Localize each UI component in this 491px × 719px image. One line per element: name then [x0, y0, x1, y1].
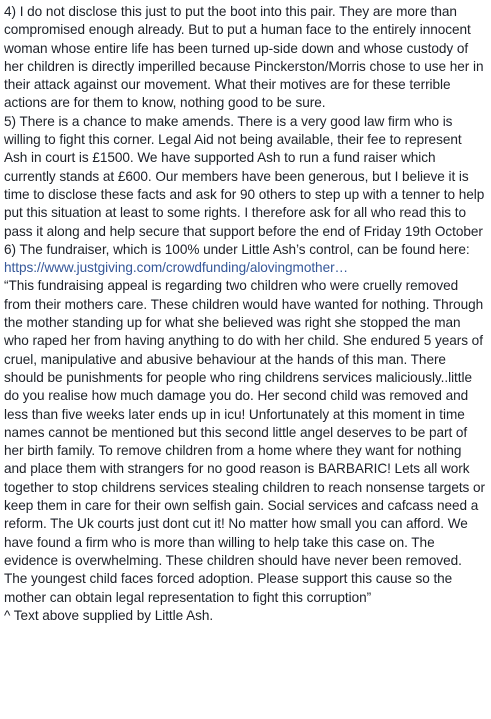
paragraph-6: 6) The fundraiser, which is 100% under Little Ash’s control, can be found here:: [4, 241, 470, 257]
paragraph-5: 5) There is a chance to make amends. There is a very good law firm who is willing to fight this corner. Legal Aid not being available, their fee to represent Ash in court is £1500. We have supported Ash to run a fund raiser which currently stands at £600. Our members have been generous, but I believe it is time to disclose these facts and ask for 90 others to step up with a tenner to help put this situation at least to some rights. I therefore ask for all who read this to pass it along and help secure that support before the end of Friday 19th October: [4, 113, 485, 239]
fundraiser-link[interactable]: https://www.justgiving.com/crowdfunding/alovingmother…: [4, 260, 349, 276]
paragraph-4: 4) I do not disclose this just to put the boot into this pair. They are more than compromised enough already. But to put a human face to the entirely innocent woman whose entire life has been turned up-side down and whose custody of her children is directly imperilled because Pinckerston/Morris chose to use her in their attack against our movement. What their motives are for these terrible actions are for them to know, nothing good to be sure.: [4, 4, 484, 111]
quoted-appeal-text: “This fundraising appeal is regarding two children who were cruelly removed from their mothers care. These children would have wanted for nothing. Through the mother standing up for what she believed was right she stopped the man who raped her from having anything to do with her child. She endured 5 years of cruel, manipulative and abusive behaviour at the hands of this man. There should be punishments for people who ring childrens services maliciously..little do you realise how much damage you do. Her second child was removed and less than five weeks later ends up in icu! Unfortunately at this moment in time names cannot be mentioned but this second little angel deserves to be part of her birth family. To remove children from a home where they want for nothing and place them with strangers for no good reason is BARBARIC! Lets all work together to stop childrens services stealing children to reach nonsense targets or keep them in care for their own selfish gain. Social services and cafcass need a reform. The Uk courts just dont cut it! No matter how small you can afford. We have found a firm who is more than willing to help take this case on. The evidence is overwhelming. These children should have never been removed. The youngest child faces forced adoption. Please support this cause so the mother can obtain legal representation to fight this corruption”: [4, 278, 486, 605]
attribution-footnote: ^ Text above supplied by Little Ash.: [4, 607, 214, 623]
